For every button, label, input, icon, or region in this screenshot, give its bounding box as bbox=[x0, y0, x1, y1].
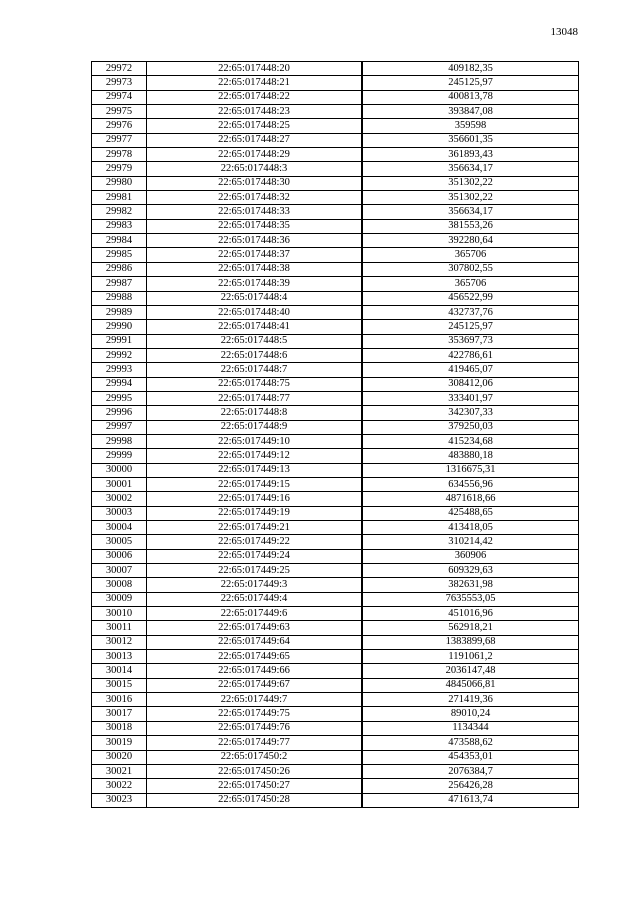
table-row bbox=[92, 348, 579, 362]
row-number-cell: 30019 bbox=[92, 736, 147, 750]
row-number-cell: 30012 bbox=[92, 635, 147, 649]
cadastral-number-cell: 22:65:017448:3 bbox=[147, 162, 363, 176]
cadastral-value-cell: 365706 bbox=[362, 277, 579, 291]
cadastral-value-cell: 310214,42 bbox=[362, 535, 579, 549]
cadastral-value-cell: 2036147,48 bbox=[362, 664, 579, 678]
cadastral-value-cell: 4845066,81 bbox=[362, 678, 579, 692]
cadastral-number-cell: 22:65:017449:19 bbox=[147, 506, 363, 520]
cadastral-number-cell: 22:65:017449:63 bbox=[147, 621, 363, 635]
cadastral-number-cell: 22:65:017448:27 bbox=[147, 133, 363, 147]
row-number-cell: 30014 bbox=[92, 664, 147, 678]
cadastral-number-cell: 22:65:017449:67 bbox=[147, 678, 363, 692]
cadastral-number-cell: 22:65:017449:66 bbox=[147, 664, 363, 678]
cadastral-number-cell: 22:65:017448:9 bbox=[147, 420, 363, 434]
cadastral-number-cell: 22:65:017449:7 bbox=[147, 693, 363, 707]
row-number-cell: 29983 bbox=[92, 219, 147, 233]
table-row bbox=[92, 162, 579, 176]
row-number-cell: 30007 bbox=[92, 564, 147, 578]
row-number-cell: 29987 bbox=[92, 277, 147, 291]
table-row bbox=[92, 764, 579, 778]
cadastral-value-cell: 413418,05 bbox=[362, 521, 579, 535]
table-row bbox=[92, 607, 579, 621]
table-row bbox=[92, 291, 579, 305]
table-row bbox=[92, 248, 579, 262]
cadastral-number-cell: 22:65:017448:37 bbox=[147, 248, 363, 262]
cadastral-number-cell: 22:65:017450:2 bbox=[147, 750, 363, 764]
cadastral-number-cell: 22:65:017448:77 bbox=[147, 391, 363, 405]
cadastral-number-cell: 22:65:017449:76 bbox=[147, 721, 363, 735]
table-row bbox=[92, 621, 579, 635]
cadastral-value-cell: 1134344 bbox=[362, 721, 579, 735]
row-number-cell: 29979 bbox=[92, 162, 147, 176]
table-row bbox=[92, 549, 579, 563]
table-row bbox=[92, 119, 579, 133]
cadastral-value-cell: 381553,26 bbox=[362, 219, 579, 233]
cadastral-number-cell: 22:65:017448:75 bbox=[147, 377, 363, 391]
cadastral-number-cell: 22:65:017448:4 bbox=[147, 291, 363, 305]
cadastral-value-cell: 1316675,31 bbox=[362, 463, 579, 477]
cadastral-value-cell: 365706 bbox=[362, 248, 579, 262]
table-row bbox=[92, 463, 579, 477]
cadastral-value-cell: 379250,03 bbox=[362, 420, 579, 434]
cadastral-number-cell: 22:65:017448:20 bbox=[147, 62, 363, 76]
table-row bbox=[92, 521, 579, 535]
cadastral-number-cell: 22:65:017448:35 bbox=[147, 219, 363, 233]
row-number-cell: 29995 bbox=[92, 391, 147, 405]
table-row bbox=[92, 750, 579, 764]
cadastral-value-cell: 483880,18 bbox=[362, 449, 579, 463]
cadastral-value-cell: 361893,43 bbox=[362, 148, 579, 162]
row-number-cell: 30018 bbox=[92, 721, 147, 735]
row-number-cell: 29975 bbox=[92, 105, 147, 119]
table-row bbox=[92, 377, 579, 391]
table-row bbox=[92, 148, 579, 162]
cadastral-value-cell: 471613,74 bbox=[362, 793, 579, 807]
row-number-cell: 29982 bbox=[92, 205, 147, 219]
row-number-cell: 29974 bbox=[92, 90, 147, 104]
cadastral-value-cell: 245125,97 bbox=[362, 76, 579, 90]
cadastral-value-cell: 271419,36 bbox=[362, 693, 579, 707]
row-number-cell: 30008 bbox=[92, 578, 147, 592]
row-number-cell: 30016 bbox=[92, 693, 147, 707]
cadastral-number-cell: 22:65:017449:12 bbox=[147, 449, 363, 463]
cadastral-value-cell: 562918,21 bbox=[362, 621, 579, 635]
cadastral-number-cell: 22:65:017448:32 bbox=[147, 191, 363, 205]
cadastral-value-cell: 451016,96 bbox=[362, 607, 579, 621]
cadastral-number-cell: 22:65:017449:4 bbox=[147, 592, 363, 606]
row-number-cell: 29984 bbox=[92, 234, 147, 248]
cadastral-value-cell: 432737,76 bbox=[362, 305, 579, 319]
cadastral-number-cell: 22:65:017448:5 bbox=[147, 334, 363, 348]
table-row bbox=[92, 650, 579, 664]
cadastral-value-cell: 356634,17 bbox=[362, 205, 579, 219]
cadastral-number-cell: 22:65:017448:23 bbox=[147, 105, 363, 119]
row-number-cell: 30022 bbox=[92, 779, 147, 793]
table-row bbox=[92, 334, 579, 348]
cadastral-value-cell: 454353,01 bbox=[362, 750, 579, 764]
table-body bbox=[92, 62, 579, 808]
cadastral-number-cell: 22:65:017449:6 bbox=[147, 607, 363, 621]
cadastral-number-cell: 22:65:017449:22 bbox=[147, 535, 363, 549]
cadastral-number-cell: 22:65:017448:6 bbox=[147, 348, 363, 362]
cadastral-number-cell: 22:65:017448:22 bbox=[147, 90, 363, 104]
cadastral-value-cell: 456522,99 bbox=[362, 291, 579, 305]
cadastral-value-cell: 409182,35 bbox=[362, 62, 579, 76]
table-row bbox=[92, 592, 579, 606]
cadastral-value-cell: 333401,97 bbox=[362, 391, 579, 405]
table-row bbox=[92, 578, 579, 592]
table-row bbox=[92, 105, 579, 119]
row-number-cell: 29985 bbox=[92, 248, 147, 262]
row-number-cell: 29992 bbox=[92, 348, 147, 362]
table-row bbox=[92, 391, 579, 405]
cadastral-number-cell: 22:65:017449:64 bbox=[147, 635, 363, 649]
row-number-cell: 30023 bbox=[92, 793, 147, 807]
table-row bbox=[92, 176, 579, 190]
row-number-cell: 30015 bbox=[92, 678, 147, 692]
cadastral-value-cell: 609329,63 bbox=[362, 564, 579, 578]
table-row bbox=[92, 234, 579, 248]
row-number-cell: 30004 bbox=[92, 521, 147, 535]
cadastral-value-cell: 392280,64 bbox=[362, 234, 579, 248]
cadastral-number-cell: 22:65:017450:26 bbox=[147, 764, 363, 778]
cadastral-number-cell: 22:65:017448:33 bbox=[147, 205, 363, 219]
cadastral-number-cell: 22:65:017449:15 bbox=[147, 477, 363, 491]
row-number-cell: 29996 bbox=[92, 406, 147, 420]
row-number-cell: 29991 bbox=[92, 334, 147, 348]
row-number-cell: 29993 bbox=[92, 363, 147, 377]
row-number-cell: 29998 bbox=[92, 434, 147, 448]
table-row bbox=[92, 721, 579, 735]
row-number-cell: 29999 bbox=[92, 449, 147, 463]
table-row bbox=[92, 219, 579, 233]
cadastral-value-cell: 308412,06 bbox=[362, 377, 579, 391]
row-number-cell: 29988 bbox=[92, 291, 147, 305]
cadastral-value-cell: 307802,55 bbox=[362, 262, 579, 276]
cadastral-number-cell: 22:65:017449:3 bbox=[147, 578, 363, 592]
row-number-cell: 30020 bbox=[92, 750, 147, 764]
cadastral-number-cell: 22:65:017448:7 bbox=[147, 363, 363, 377]
cadastral-number-cell: 22:65:017448:36 bbox=[147, 234, 363, 248]
cadastral-number-cell: 22:65:017449:16 bbox=[147, 492, 363, 506]
cadastral-value-cell: 353697,73 bbox=[362, 334, 579, 348]
cadastral-value-cell: 359598 bbox=[362, 119, 579, 133]
row-number-cell: 30017 bbox=[92, 707, 147, 721]
cadastral-number-cell: 22:65:017448:40 bbox=[147, 305, 363, 319]
table-row bbox=[92, 76, 579, 90]
cadastral-value-cell: 356601,35 bbox=[362, 133, 579, 147]
row-number-cell: 30005 bbox=[92, 535, 147, 549]
cadastral-number-cell: 22:65:017448:8 bbox=[147, 406, 363, 420]
table-row bbox=[92, 262, 579, 276]
table-row bbox=[92, 406, 579, 420]
cadastral-number-cell: 22:65:017449:21 bbox=[147, 521, 363, 535]
cadastral-value-cell: 1383899,68 bbox=[362, 635, 579, 649]
cadastral-number-cell: 22:65:017449:77 bbox=[147, 736, 363, 750]
cadastral-value-cell: 360906 bbox=[362, 549, 579, 563]
cadastral-value-table bbox=[91, 61, 579, 808]
cadastral-value-cell: 382631,98 bbox=[362, 578, 579, 592]
cadastral-value-cell: 473588,62 bbox=[362, 736, 579, 750]
cadastral-value-cell: 342307,33 bbox=[362, 406, 579, 420]
row-number-cell: 29980 bbox=[92, 176, 147, 190]
cadastral-value-cell: 415234,68 bbox=[362, 434, 579, 448]
cadastral-value-cell: 419465,07 bbox=[362, 363, 579, 377]
row-number-cell: 29981 bbox=[92, 191, 147, 205]
cadastral-value-cell: 356634,17 bbox=[362, 162, 579, 176]
cadastral-number-cell: 22:65:017448:30 bbox=[147, 176, 363, 190]
cadastral-number-cell: 22:65:017448:38 bbox=[147, 262, 363, 276]
table-row bbox=[92, 277, 579, 291]
cadastral-number-cell: 22:65:017449:65 bbox=[147, 650, 363, 664]
page-number: 13048 bbox=[550, 26, 578, 38]
cadastral-value-cell: 400813,78 bbox=[362, 90, 579, 104]
cadastral-number-cell: 22:65:017448:25 bbox=[147, 119, 363, 133]
table-row bbox=[92, 664, 579, 678]
table-row bbox=[92, 736, 579, 750]
cadastral-value-cell: 634556,96 bbox=[362, 477, 579, 491]
row-number-cell: 29978 bbox=[92, 148, 147, 162]
table-row bbox=[92, 420, 579, 434]
row-number-cell: 29977 bbox=[92, 133, 147, 147]
row-number-cell: 30001 bbox=[92, 477, 147, 491]
cadastral-value-cell: 393847,08 bbox=[362, 105, 579, 119]
cadastral-number-cell: 22:65:017449:25 bbox=[147, 564, 363, 578]
cadastral-number-cell: 22:65:017449:13 bbox=[147, 463, 363, 477]
cadastral-value-cell: 245125,97 bbox=[362, 320, 579, 334]
row-number-cell: 29994 bbox=[92, 377, 147, 391]
table-row bbox=[92, 305, 579, 319]
cadastral-value-cell: 89010,24 bbox=[362, 707, 579, 721]
table-row bbox=[92, 492, 579, 506]
table-row bbox=[92, 779, 579, 793]
table-row bbox=[92, 133, 579, 147]
table-row bbox=[92, 506, 579, 520]
row-number-cell: 30013 bbox=[92, 650, 147, 664]
row-number-cell: 30010 bbox=[92, 607, 147, 621]
table-row bbox=[92, 191, 579, 205]
row-number-cell: 29972 bbox=[92, 62, 147, 76]
row-number-cell: 29986 bbox=[92, 262, 147, 276]
row-number-cell: 30006 bbox=[92, 549, 147, 563]
table-row bbox=[92, 564, 579, 578]
table-row bbox=[92, 793, 579, 807]
cadastral-value-cell: 7635553,05 bbox=[362, 592, 579, 606]
row-number-cell: 30009 bbox=[92, 592, 147, 606]
table-row bbox=[92, 62, 579, 76]
cadastral-value-cell: 2076384,7 bbox=[362, 764, 579, 778]
table-row bbox=[92, 434, 579, 448]
row-number-cell: 29989 bbox=[92, 305, 147, 319]
cadastral-number-cell: 22:65:017448:41 bbox=[147, 320, 363, 334]
row-number-cell: 30011 bbox=[92, 621, 147, 635]
row-number-cell: 29990 bbox=[92, 320, 147, 334]
table-row bbox=[92, 205, 579, 219]
table-row bbox=[92, 320, 579, 334]
row-number-cell: 29976 bbox=[92, 119, 147, 133]
cadastral-value-cell: 256426,28 bbox=[362, 779, 579, 793]
cadastral-value-cell: 1191061,2 bbox=[362, 650, 579, 664]
cadastral-value-cell: 425488,65 bbox=[362, 506, 579, 520]
cadastral-value-cell: 351302,22 bbox=[362, 176, 579, 190]
table-row bbox=[92, 363, 579, 377]
cadastral-number-cell: 22:65:017448:29 bbox=[147, 148, 363, 162]
row-number-cell: 30003 bbox=[92, 506, 147, 520]
row-number-cell: 30002 bbox=[92, 492, 147, 506]
cadastral-number-cell: 22:65:017449:10 bbox=[147, 434, 363, 448]
row-number-cell: 30000 bbox=[92, 463, 147, 477]
table-row bbox=[92, 535, 579, 549]
table-row bbox=[92, 678, 579, 692]
table-row bbox=[92, 477, 579, 491]
table-row bbox=[92, 693, 579, 707]
row-number-cell: 29997 bbox=[92, 420, 147, 434]
cadastral-value-cell: 422786,61 bbox=[362, 348, 579, 362]
cadastral-number-cell: 22:65:017450:28 bbox=[147, 793, 363, 807]
table-row bbox=[92, 90, 579, 104]
table-row bbox=[92, 707, 579, 721]
row-number-cell: 30021 bbox=[92, 764, 147, 778]
cadastral-number-cell: 22:65:017449:75 bbox=[147, 707, 363, 721]
row-number-cell: 29973 bbox=[92, 76, 147, 90]
table-row bbox=[92, 635, 579, 649]
cadastral-number-cell: 22:65:017448:39 bbox=[147, 277, 363, 291]
cadastral-number-cell: 22:65:017448:21 bbox=[147, 76, 363, 90]
cadastral-number-cell: 22:65:017450:27 bbox=[147, 779, 363, 793]
cadastral-number-cell: 22:65:017449:24 bbox=[147, 549, 363, 563]
cadastral-value-cell: 4871618,66 bbox=[362, 492, 579, 506]
cadastral-value-cell: 351302,22 bbox=[362, 191, 579, 205]
table-row bbox=[92, 449, 579, 463]
